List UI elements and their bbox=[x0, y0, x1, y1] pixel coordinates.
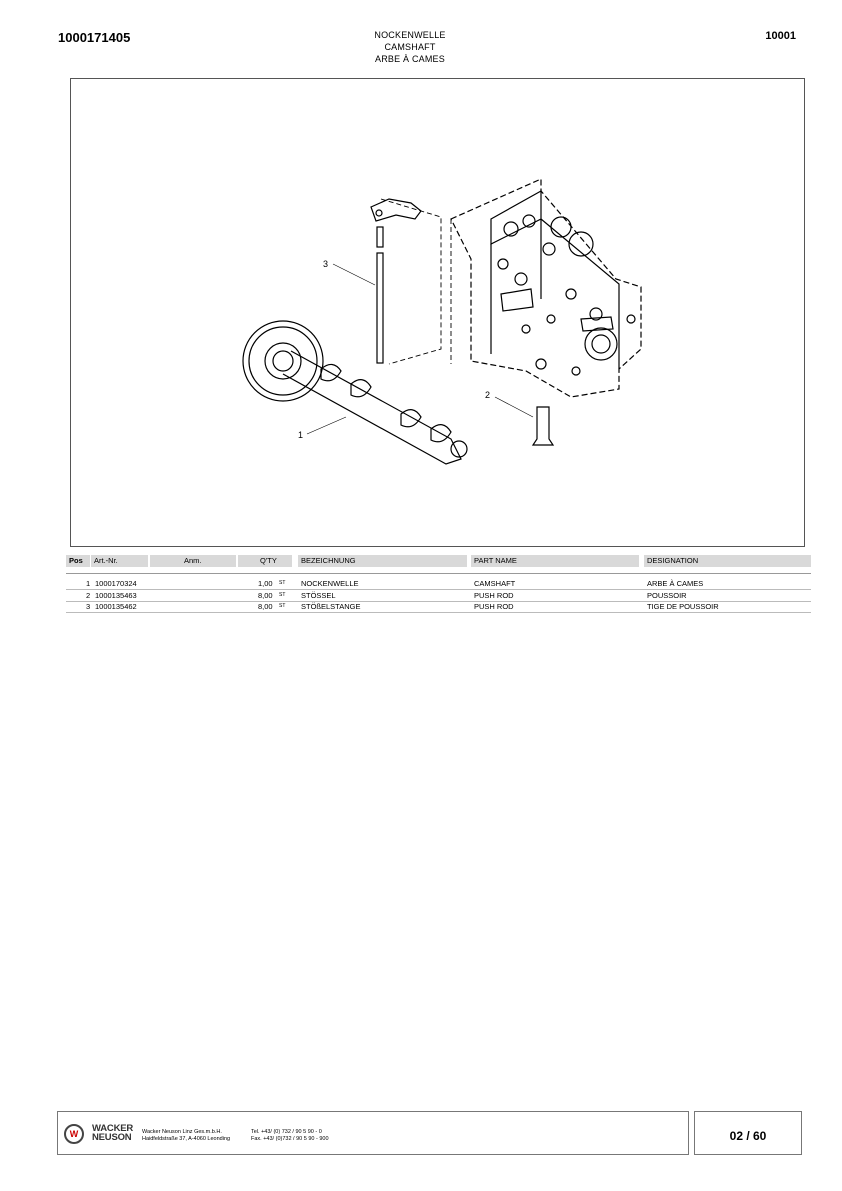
brand-line2: NEUSON bbox=[92, 1132, 132, 1143]
row-qty: 8,00 bbox=[258, 591, 273, 600]
row-qty: 1,00 bbox=[258, 579, 273, 588]
row-part-name: CAMSHAFT bbox=[474, 579, 516, 588]
document-part-number: 1000171405 bbox=[58, 30, 131, 45]
header-qty: Q'TY bbox=[238, 555, 292, 567]
street-address: Haidfeldstraße 37, A-4060 Leonding bbox=[142, 1136, 231, 1142]
title-en: CAMSHAFT bbox=[384, 42, 436, 52]
row-divider bbox=[66, 612, 811, 613]
header-bezeichnung: BEZEICHNUNG bbox=[298, 555, 467, 567]
row-designation: POUSSOIR bbox=[647, 591, 687, 600]
row-unit: ST bbox=[279, 592, 286, 598]
row-qty: 8,00 bbox=[258, 602, 273, 611]
row-art-nr: 1000170324 bbox=[95, 579, 137, 588]
fax-number: Fax. +43/ (0)732 / 90 5 90 - 900 bbox=[251, 1136, 329, 1142]
callout-3: 3 bbox=[323, 259, 329, 269]
table-row bbox=[66, 590, 811, 601]
callout-2: 2 bbox=[485, 390, 491, 400]
group-number: 10001 bbox=[765, 30, 796, 42]
table-row bbox=[66, 578, 811, 589]
wacker-logo-icon: W bbox=[64, 1124, 84, 1144]
row-part-name: PUSH ROD bbox=[474, 602, 514, 611]
header-pos: Pos bbox=[66, 555, 90, 567]
parts-table-header bbox=[66, 555, 811, 567]
title-fr: ARBE À CAMES bbox=[375, 54, 445, 64]
table-row bbox=[66, 601, 811, 612]
row-pos: 1 bbox=[86, 579, 91, 588]
row-bezeichnung: STÖßELSTANGE bbox=[301, 602, 361, 611]
tel-number: Tel. +43/ (0) 732 / 90 5 90 - 0 bbox=[251, 1129, 322, 1135]
company-name: Wacker Neuson Linz Ges.m.b.H. bbox=[142, 1129, 222, 1135]
row-art-nr: 1000135463 bbox=[95, 591, 137, 600]
header-designation: DESIGNATION bbox=[644, 555, 811, 567]
exploded-view-drawing bbox=[71, 79, 806, 548]
row-pos: 2 bbox=[86, 591, 91, 600]
title-de: NOCKENWELLE bbox=[374, 30, 446, 40]
row-bezeichnung: STÖSSEL bbox=[301, 591, 336, 600]
row-part-name: PUSH ROD bbox=[474, 591, 514, 600]
row-unit: ST bbox=[279, 580, 286, 586]
row-art-nr: 1000135462 bbox=[95, 602, 137, 611]
callout-1: 1 bbox=[298, 430, 304, 440]
exploded-view-figure bbox=[70, 78, 805, 547]
table-separator bbox=[66, 573, 811, 574]
row-designation: TIGE DE POUSSOIR bbox=[647, 602, 719, 611]
company-address bbox=[142, 1129, 230, 1143]
header-anm: Anm. bbox=[150, 555, 236, 567]
footer bbox=[57, 1111, 689, 1155]
row-unit: ST bbox=[279, 603, 286, 609]
brand-line1: WACKER bbox=[92, 1123, 134, 1134]
row-pos: 3 bbox=[86, 602, 91, 611]
company-contact bbox=[251, 1129, 329, 1143]
brand-name bbox=[92, 1124, 133, 1142]
header-art-nr: Art.-Nr. bbox=[91, 555, 148, 567]
page-number: 02 / 60 bbox=[694, 1111, 802, 1155]
row-bezeichnung: NOCKENWELLE bbox=[301, 579, 359, 588]
row-designation: ARBE À CAMES bbox=[647, 579, 704, 588]
header-part-name: PART NAME bbox=[471, 555, 639, 567]
document-title bbox=[310, 29, 510, 65]
